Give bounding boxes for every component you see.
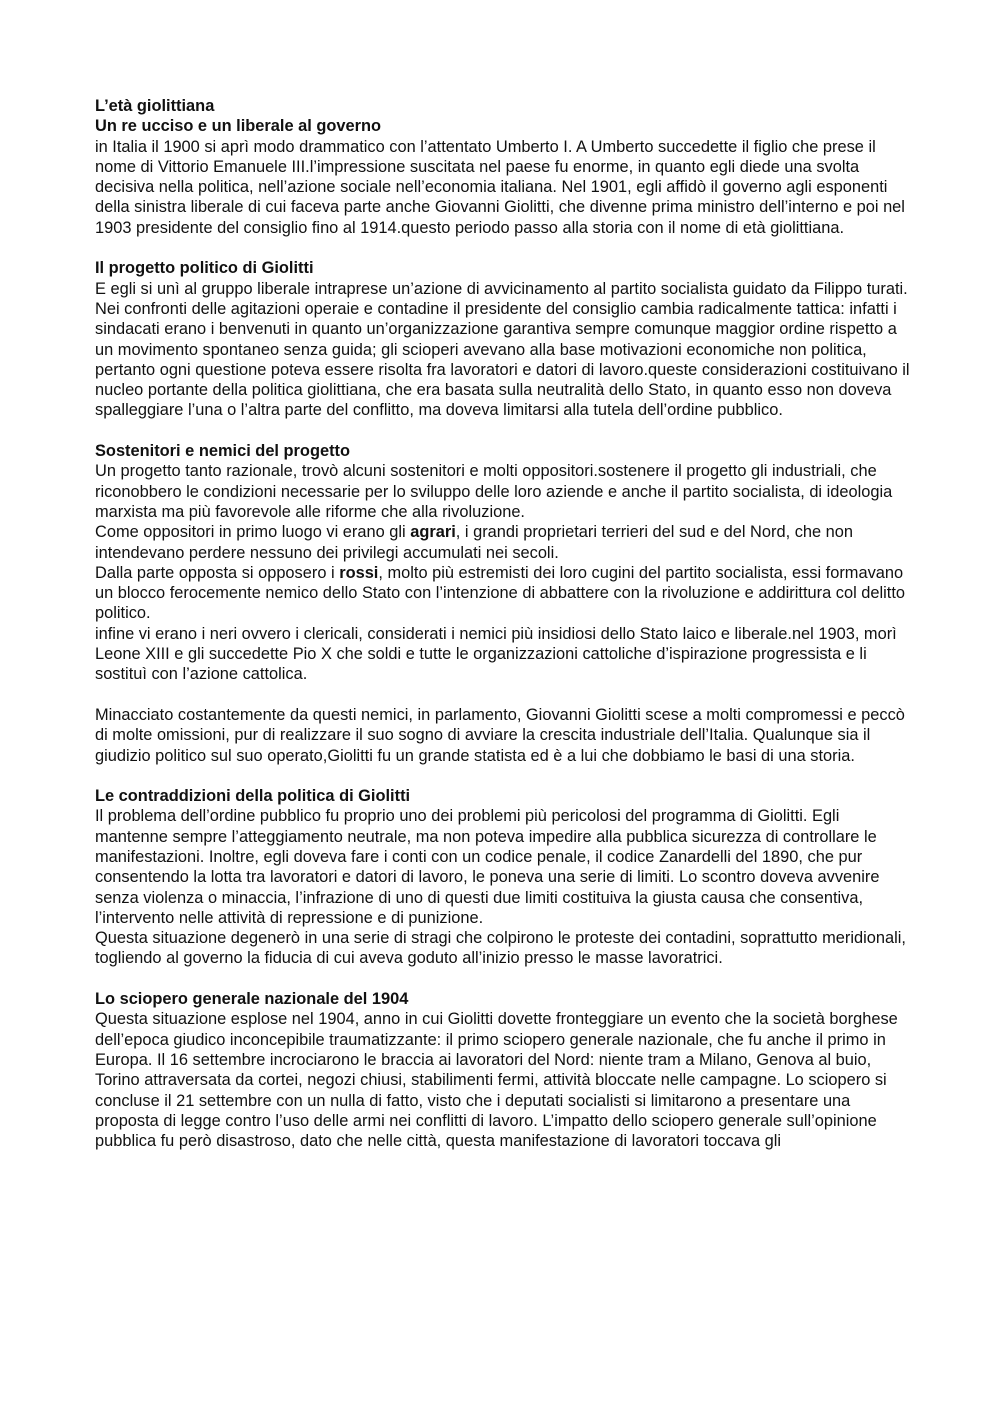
paragraph: Questa situazione esplose nel 1904, anno in cui Giolitti dovette fronteggiare un evento che la società borghese dell’epoca giudico inconcepibile traumatizzante: il primo sciopero generale nazionale, che fu anche il primo in Europa. Il 16 settembre incrociarono le braccia ai lavoratori del Nord: niente tram a Milano, Genova al buio, Torino attraversata da cortei, negozi chiusi, stabilimenti fermi, attività bloccate nelle campagne. Lo sciopero si concluse il 21 settembre con un nulla di fatto, visto che i deputati socialisti si limitarono a presentare una proposta di legge contro l’uso delle armi nei conflitti di lavoro. L’impatto dello sciopero generale sull’opinione pubblica fu però disastroso, dato che nelle città, questa manifestazione di lavoratori toccava gli [95,1010,898,1151]
document-title: L’età giolittiana [95,97,215,115]
text-run: , i grandi proprietari terrieri del sud e del Nord, che non intendevano perdere nessuno dei privilegi accumulati nei secoli. [95,523,854,562]
paragraph: infine vi erano i neri ovvero i clericali, considerati i nemici più insidiosi dello Stato laico e liberale.nel 1903, morì Leone XIII e gli succedette Pio X che soldi e tutte le organizzazioni cattoliche d’ispirazione progressista e li sostituì con l’azione cattolica. [95,624,897,684]
section-heading-sostenitori: Sostenitori e nemici del progetto [95,442,350,461]
paragraph: in Italia il 1900 si aprì modo drammatico con l’attentato Umberto I. A Umberto succedette il figlio che prese il nome di Vittorio Emanuele III.l’impressione suscitata nel paese fu enorme, in quanto egli diede una svolta decisiva nella politica, nell’azione sociale nell’economia italiana. Nel 1901, egli affidò il governo agli esponenti della sinistra liberale di cui faceva parte anche Giovanni Giolitti, che divenne prima ministro dell’interno e poi nel 1903 presidente del consiglio fino al 1914.questo periodo passo alla storia con il nome di età giolittiana. [95,137,905,237]
text-run: Dalla parte opposta si opposero i [95,563,340,582]
spacer [95,685,910,705]
paragraph: Il problema dell’ordine pubblico fu proprio uno dei problemi più pericolosi del programma di Giolitti. Egli mantenne sempre l’atteggiamento neutrale, ma non poteva impedire alla pubblica sicurezza di controllare le manifestazioni. Inoltre, egli doveva fare i conti con un codice penale, il codice Zanardelli del 1890, che pur consentendo la lotta tra lavoratori e datori di lavoro, le poneva una serie di limiti. Lo scontro doveva avvenire senza violenza o minaccia, l’infrazione di uno di questi due limiti costituiva la giusta causa che consentiva, l’intervento nelle attività di repressione e di punizione. [95,807,880,927]
section-heading-contraddizioni: Le contraddizioni della politica di Giolitti [95,787,411,806]
document-page [95,96,910,1151]
text-run: Come oppositori in primo luogo vi erano gli [95,523,411,542]
paragraph [95,522,910,563]
spacer [95,238,910,258]
paragraph: Un progetto tanto razionale, trovò alcuni sostenitori e molti oppositori.sostenere il progetto gli industriali, che riconobbero le condizioni necessarie per lo sviluppo delle loro aziende e anche il partito socialista, di ideologia marxista ma più favorevole alle riforme che alla rivoluzione. [95,462,893,521]
bold-term-rossi: rossi [339,563,379,582]
section-heading-progetto-politico: Il progetto politico di Giolitti [95,259,314,278]
bold-term-agrari: agrari [410,523,456,542]
section-heading-re-ucciso: Un re ucciso e un liberale al governo [95,117,382,136]
text-run: , molto più estremisti dei loro cugini del partito socialista, essi formavano un blocco ferocemente nemico dello Stato con l’intenzione di abbattere con la rivoluzione e addirittura col delitto politico. [95,563,906,623]
paragraph: E egli si unì al gruppo liberale intraprese un’azione di avvicinamento al partito socialista guidato da Filippo turati. Nei confronti delle agitazioni operaie e contadine il presidente del consiglio cambia radicalmente tattica: infatti i sindacati erano i benvenuti in quanto un’organizzazione garantiva sempre comunque maggior ordine rispetto a un movimento spontaneo senza guida; gli scioperi avevano alla base motivazioni economiche non politica, pertanto ogni questione poteva essere risolta fra lavoratori e datori di lavoro.queste considerazioni costituivano il nucleo portante della politica giolittiana, che era basata sulla neutralità dello Stato, in quanto esso non doveva spalleggiare l’una o l’altra parte del conflitto, ma doveva limitarsi alla tutela dell’ordine pubblico. [95,279,910,420]
spacer [95,421,910,441]
paragraph: Minacciato costantemente da questi nemici, in parlamento, Giovanni Giolitti scese a molti compromessi e peccò di molte omissioni, pur di realizzare il suo sogno di avviare la crescita industriale dell’Italia. Qualunque sia il giudizio politico sul suo operato,Giolitti fu un grande statista ed è a lui che dobbiamo le basi di una storia. [95,705,905,765]
spacer [95,969,910,989]
paragraph: Questa situazione degenerò in una serie di stragi che colpirono le proteste dei contadini, soprattutto meridionali, togliendo al governo la fiducia di cui aveva goduto all’inizio presso le masse lavoratrici. [95,929,906,968]
section-heading-sciopero-1904: Lo sciopero generale nazionale del 1904 [95,990,409,1009]
paragraph [95,563,910,624]
spacer [95,766,910,786]
